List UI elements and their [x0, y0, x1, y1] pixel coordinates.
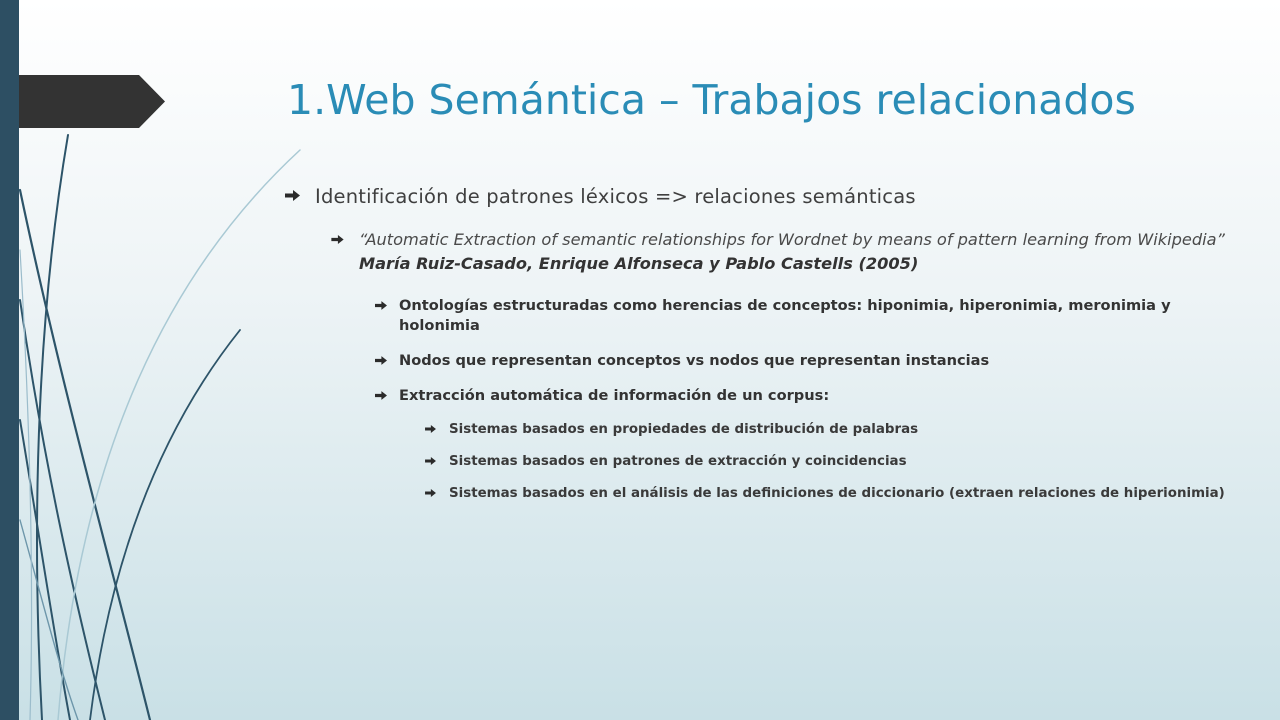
arrow-bullet-icon [425, 421, 449, 433]
bullet-dictionary-systems [425, 485, 1225, 503]
bullet-nodes [375, 351, 1225, 371]
page-title: 1.Web Semántica – Trabajos relacionados [287, 76, 1136, 124]
bullet-text: Identificación de patrones léxicos => relaciones semánticas [315, 185, 916, 208]
title-tab-shape [19, 75, 165, 128]
bullet-text: Nodos que representan conceptos vs nodos que representan instancias [399, 352, 990, 369]
bullet-text [359, 228, 1225, 276]
bullet-text: Sistemas basados en patrones de extracción y coincidencias [449, 454, 907, 469]
paper-title: “Automatic Extraction of semantic relationships for Wordnet by means of pattern learning from Wikipedia” [359, 230, 1225, 249]
bullet-lexical-patterns [285, 183, 1225, 210]
arrow-bullet-icon [375, 386, 399, 400]
bullet-pattern-systems [425, 453, 1225, 471]
arrow-bullet-icon [425, 453, 449, 465]
bullet-text: Extracción automática de información de un corpus: [399, 387, 830, 404]
arrow-bullet-icon [285, 183, 315, 201]
bullet-corpus-extraction [375, 386, 1225, 406]
bullet-ontologies [375, 296, 1225, 336]
bullet-text: Sistemas basados en propiedades de distribución de palabras [449, 422, 919, 437]
arrow-bullet-icon [331, 228, 359, 244]
arrow-bullet-icon [375, 351, 399, 365]
bullet-text: Ontologías estructuradas como herencias de conceptos: hiponimia, hiperonimia, meronimia y holonimia [399, 297, 1171, 334]
slide-content [285, 183, 1225, 517]
bullet-paper-reference [331, 228, 1225, 276]
paper-authors: María Ruiz-Casado, Enrique Alfonseca y Pablo Castells (2005) [359, 254, 919, 273]
bullet-text: Sistemas basados en el análisis de las definiciones de diccionario (extraen relaciones de hiperionimia) [449, 486, 1225, 501]
bullet-distribution-systems [425, 421, 1225, 439]
arrow-bullet-icon [375, 296, 399, 310]
arrow-bullet-icon [425, 485, 449, 497]
